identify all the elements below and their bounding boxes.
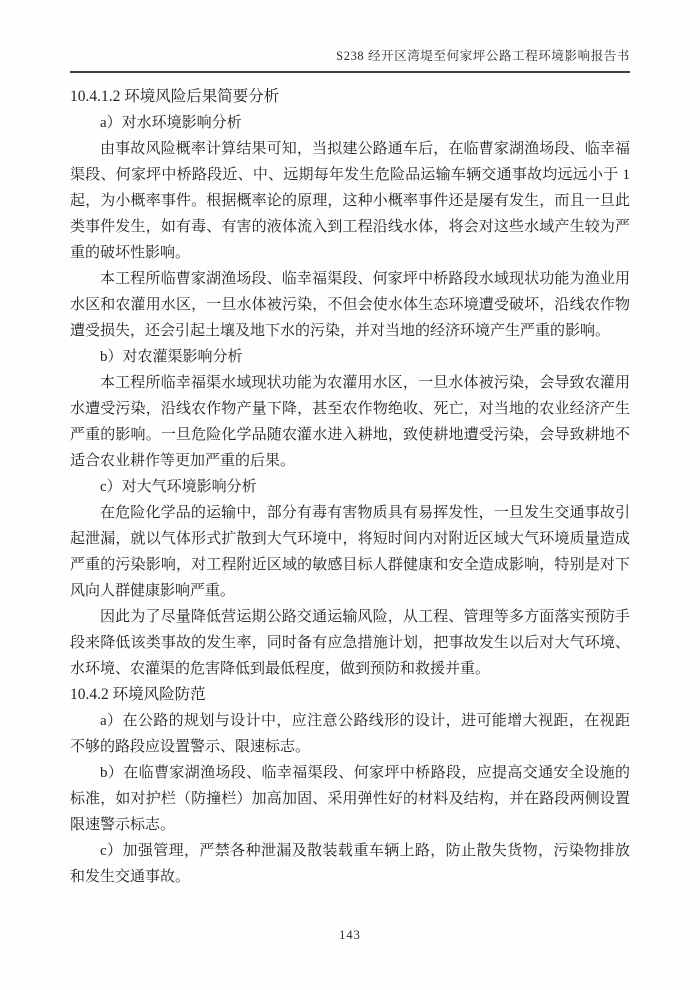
- paragraph: a）在公路的规划与设计中，应注意公路线形的设计，进可能增大视距，在视距不够的路段应设置警示、限速标志。: [70, 713, 630, 755]
- paragraph: 在危险化学品的运输中，部分有毒有害物质具有易挥发性，一旦发生交通事故引起泄漏，就以气体形式扩散到大气环境中，将短时间内对附近区域大气环境质量造成严重的污染影响，对工程附近区域的敏感目标人群健康和安全造成影响，特别是对下风向人群健康影响严重。: [70, 505, 630, 599]
- paragraph: 因此为了尽量降低营运期公路交通运输风险，从工程、管理等多方面落实预防手段来降低该类事故的发生率，同时备有应急措施计划，把事故发生以后对大气环境、水环境、农灌渠的危害降低到最低程度，做到预防和救援并重。: [70, 609, 630, 677]
- paragraph: b）在临曹家湖渔场段、临幸福渠段、何家坪中桥路段，应提高交通安全设施的标准，如对护栏（防撞栏）加高加固、采用弹性好的材料及结构，并在路段两侧设置限速警示标志。: [70, 765, 630, 833]
- header-title: S238 经开区湾堤至何家坪公路工程环境影响报告书: [336, 49, 630, 63]
- section-heading: 10.4.1.2 环境风险后果简要分析: [70, 88, 280, 105]
- section-heading: 10.4.2 环境风险防范: [70, 686, 206, 703]
- paragraph: 本工程所临幸福渠水域现状功能为农灌用水区，一旦水体被污染，会导致农灌用水遭受污染，沿线农作物产量下降，甚至农作物绝收、死亡，对当地的农业经济产生严重的影响。一旦危险化学品随农灌水进入耕地，致使耕地遭受污染，会导致耕地不适合农业耕作等更加严重的后果。: [70, 375, 630, 469]
- sub-item-heading: b）对农灌渠影响分析: [100, 349, 243, 365]
- sub-item-heading: c）对大气环境影响分析: [100, 479, 257, 495]
- paragraph: c）加强管理，严禁各种泄漏及散装载重车辆上路，防止散失货物，污染物排放和发生交通事故。: [70, 843, 630, 885]
- sub-item-heading: a）对水环境影响分析: [100, 115, 242, 131]
- page-number: 143: [339, 928, 361, 942]
- header-rule: [70, 71, 630, 73]
- paragraph: 本工程所临曹家湖渔场段、临幸福渠段、何家坪中桥路段水域现状功能为渔业用水区和农灌用水区，一旦水体被污染，不但会使水体生态环境遭受破坏，沿线农作物遭受损失，还会引起土壤及地下水的污染，并对当地的经济环境产生严重的影响。: [70, 271, 630, 339]
- page-footer: [0, 926, 700, 944]
- document-body: [70, 84, 630, 890]
- paragraph: 由事故风险概率计算结果可知，当拟建公路通车后，在临曹家湖渔场段、临幸福渠段、何家坪中桥路段近、中、远期每年发生危险品运输车辆交通事故均远远小于 1 起，为小概率事件。根据概率论的原理，这种小概率事件还是屡有发生，而且一旦此类事件发生，如有毒、有害的液体流入到工程沿线水体，将会对这些水域产生较为严重的破坏性影响。: [70, 141, 630, 261]
- page-header: [0, 0, 700, 73]
